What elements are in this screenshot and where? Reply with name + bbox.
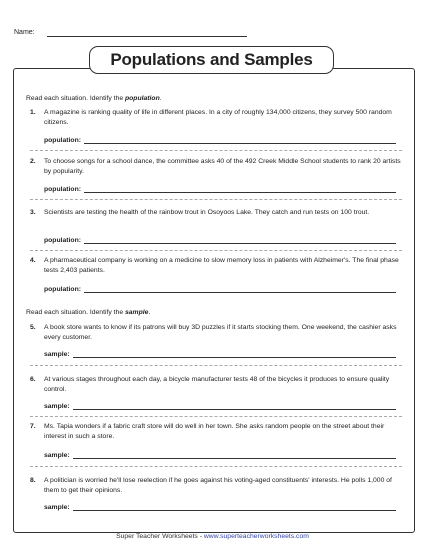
footer-link[interactable]: www.superteacherworksheets.com	[203, 533, 309, 540]
answer-line[interactable]	[84, 186, 396, 193]
page-title: Populations and Samples	[110, 50, 313, 69]
question-text: Scientists are testing the health of the rainbow trout in Osoyoos Lake. They catch and run tests on 100 trout.	[44, 209, 370, 216]
answer-5	[44, 351, 396, 358]
answer-label: sample:	[44, 351, 70, 358]
separator	[30, 199, 402, 200]
answer-2	[44, 186, 396, 193]
answer-line[interactable]	[84, 237, 396, 244]
answer-line[interactable]	[73, 351, 396, 358]
answer-label: population:	[44, 237, 81, 244]
answer-7	[44, 452, 396, 459]
question-text: At various stages throughout each day, a bicycle manufacturer tests 48 of the bicycles it produces to ensure quality control.	[44, 376, 390, 394]
separator	[30, 416, 402, 417]
question-7	[30, 422, 405, 443]
question-2	[30, 157, 405, 178]
answer-1	[44, 137, 396, 144]
answer-4	[44, 286, 396, 293]
answer-label: sample:	[44, 504, 70, 511]
answer-3	[44, 237, 396, 244]
name-line[interactable]	[47, 36, 247, 37]
question-text: A pharmaceutical company is working on a medicine to slow memory loss in patients with Alzheimer's. The final phase tests 2,403 patients.	[44, 257, 399, 275]
instr-term: sample	[125, 309, 149, 316]
instr-term: population	[125, 95, 160, 102]
question-number: 3.	[30, 209, 36, 216]
question-8	[30, 476, 405, 497]
question-5	[30, 323, 405, 344]
title-box	[89, 46, 334, 74]
question-text: Ms. Tapia wonders if a fabric craft store will do well in her town. She asks random people on the street about their interest in such a store.	[44, 423, 385, 441]
separator	[30, 365, 402, 366]
answer-label: sample:	[44, 403, 70, 410]
question-text: To choose songs for a school dance, the committee asks 40 of the 492 Creek Middle School students to rank 20 artists by popularity.	[44, 158, 401, 176]
question-4	[30, 256, 405, 277]
answer-6	[44, 403, 396, 410]
question-text: A magazine is ranking quality of life in different places. In a city of roughly 134,000 citizens, they survey 500 random citizens.	[44, 109, 392, 127]
answer-line[interactable]	[84, 286, 396, 293]
instr-text: Read each situation. Identify the	[26, 95, 125, 102]
question-6	[30, 375, 405, 396]
separator	[30, 466, 402, 467]
answer-label: population:	[44, 137, 81, 144]
question-number: 6.	[30, 376, 36, 383]
answer-8	[44, 504, 396, 511]
answer-line[interactable]	[73, 403, 396, 410]
question-number: 4.	[30, 257, 36, 264]
question-text: A politician is worried he'll lose reelection if he goes against his voting-aged constituents' interests. He polls 1,000 of them to get their opinions.	[44, 477, 392, 495]
instr-suffix: .	[159, 95, 162, 102]
answer-line[interactable]	[73, 504, 396, 511]
footer	[0, 533, 425, 540]
question-3	[30, 208, 405, 218]
answer-line[interactable]	[73, 452, 396, 459]
question-text: A book store wants to know if its patrons will buy 3D puzzles if it starts stocking them. One weekend, the cashier asks every customer.	[44, 324, 397, 342]
name-label: Name:	[14, 29, 35, 36]
instr-text: Read each situation. Identify the	[26, 309, 125, 316]
answer-label: sample:	[44, 452, 70, 459]
answer-line[interactable]	[84, 137, 396, 144]
footer-text: Super Teacher Worksheets -	[116, 533, 204, 540]
question-number: 7.	[30, 423, 36, 430]
question-number: 5.	[30, 324, 36, 331]
instr-suffix: .	[148, 309, 151, 316]
separator	[30, 250, 402, 251]
question-number: 2.	[30, 158, 36, 165]
separator	[30, 150, 402, 151]
question-number: 1.	[30, 109, 36, 116]
instructions-sample	[26, 309, 150, 316]
answer-label: population:	[44, 286, 81, 293]
question-number: 8.	[30, 477, 36, 484]
instructions-population	[26, 95, 162, 102]
answer-label: population:	[44, 186, 81, 193]
question-1	[30, 108, 405, 129]
